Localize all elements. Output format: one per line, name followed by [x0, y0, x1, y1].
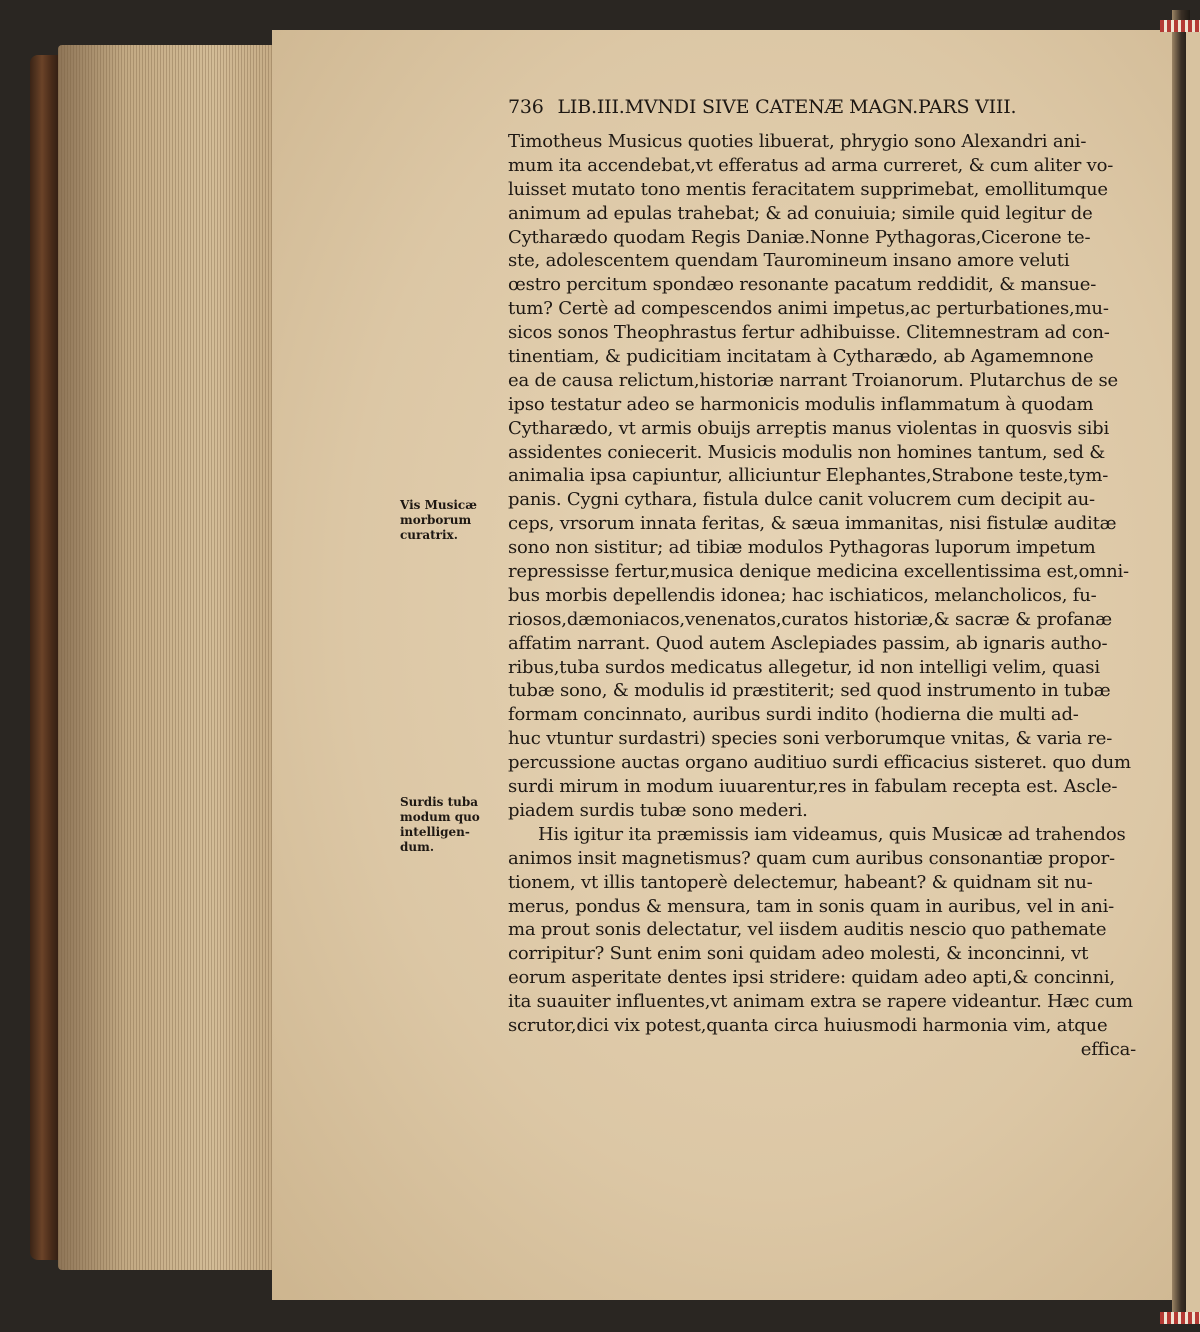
text-line: Cytharædo, vt armis obuijs arreptis manus violentas in quosvis sibi: [508, 417, 1110, 439]
text-line: œstro percitum spondæo resonante pacatum reddidit, & mansue-: [508, 274, 1097, 296]
text-line: bus morbis depellendis idonea; hac ischiaticos, melancholicos, fu-: [508, 584, 1097, 606]
text-line: ceps, vrsorum innata feritas, & sæua immanitas, nisi fistulæ auditæ: [508, 513, 1117, 535]
page-edges: [58, 45, 278, 1270]
margin-note-line: dum.: [400, 840, 434, 854]
text-line: sono non sistitur; ad tibiæ modulos Pythagoras luporum impetum: [508, 537, 1096, 559]
text-line: ea de causa relictum,historiæ narrant Troianorum. Plutarchus de se: [508, 369, 1118, 391]
text-line: animos insit magnetismus? quam cum auribus consonantiæ propor-: [508, 847, 1115, 869]
text-line: animum ad epulas trahebat; & ad conuiuia; simile quid legitur de: [508, 202, 1093, 224]
facing-page-edge: [1186, 25, 1200, 1315]
text-line: piadem surdis tubæ sono mederi.: [508, 799, 808, 821]
text-line: scrutor,dici vix potest,quanta circa huiusmodi harmonia vim, atque: [508, 1014, 1108, 1036]
text-line: tionem, vt illis tantoperè delectemur, habeant? & quidnam sit nu-: [508, 871, 1093, 893]
text-line: ita suauiter influentes,vt animam extra se rapere videantur. Hæc cum: [508, 991, 1133, 1013]
catchword: effica-: [1080, 1038, 1136, 1060]
book-spine: [30, 55, 60, 1260]
text-line: percussione auctas organo auditiuo surdi efficacius sisteret. quo dum: [508, 752, 1131, 774]
text-line: riosos,dæmoniacos,venenatos,curatos historiæ,& sacræ & profanæ: [508, 608, 1112, 630]
text-line: repressisse fertur,musica denique medicina excellentissima est,omni-: [508, 561, 1129, 583]
margin-note-trumpet-deaf: [400, 795, 505, 855]
margin-note-line: curatrix.: [400, 528, 458, 542]
margin-note-line: Vis Musicæ: [400, 498, 477, 512]
text-line: huc vtuntur surdastri) species soni verborumque vnitas, & varia re-: [508, 728, 1113, 750]
text-line: sicos sonos Theophrastus fertur adhibuisse. Clitemnestram ad con-: [508, 322, 1110, 344]
text-line: ma prout sonis delectatur, vel iisdem auditis nescio quo pathemate: [508, 919, 1107, 941]
text-line: mum ita accendebat,vt efferatus ad arma curreret, & cum aliter vo-: [508, 154, 1114, 176]
margin-note-line: intelligen-: [400, 825, 470, 839]
body-text: [508, 130, 1136, 1062]
running-title: LIB.III.MVNDI SIVE CATENÆ MAGN.PARS VIII.: [557, 96, 1017, 118]
text-line: tum? Certè ad compescendos animi impetus,ac perturbationes,mu-: [508, 298, 1109, 320]
margin-note-music-cures: [400, 498, 505, 543]
text-line: ipso testatur adeo se harmonicis modulis inflammatum à quodam: [508, 393, 1094, 415]
text-line: affatim narrant. Quod autem Asclepiades passim, ab ignaris autho-: [508, 632, 1108, 654]
text-line: assidentes coniecerit. Musicis modulis non homines tantum, sed &: [508, 441, 1106, 463]
text-line: tinentiam, & pudicitiam incitatam à Cytharædo, ab Agamemnone: [508, 346, 1094, 368]
margin-note-line: Surdis tuba: [400, 795, 479, 809]
page-number: 736: [508, 96, 544, 118]
text-line: Cytharædo quodam Regis Daniæ.Nonne Pythagoras,Cicerone te-: [508, 226, 1091, 248]
text-line: tubæ sono, & modulis id præstiterit; sed quod instrumento in tubæ: [508, 680, 1111, 702]
text-line-paragraph-start: His igitur ita præmissis iam videamus, quis Musicæ ad trahendos: [538, 823, 1126, 845]
margin-note-line: modum quo: [400, 810, 480, 824]
running-header: [508, 96, 1136, 130]
text-line: animalia ipsa capiuntur, alliciuntur Elephantes,Strabone teste,tym-: [508, 465, 1109, 487]
page-text: [508, 96, 1136, 1062]
text-line: Timotheus Musicus quoties libuerat, phrygio sono Alexandri ani-: [508, 131, 1087, 152]
headband-top: [1160, 20, 1200, 32]
text-line: ste, adolescentem quendam Tauromineum insano amore veluti: [508, 250, 1070, 272]
text-line: panis. Cygni cythara, fistula dulce canit volucrem cum decipit au-: [508, 489, 1095, 511]
text-line: luisset mutato tono mentis feracitatem supprimebat, emollitumque: [508, 178, 1108, 200]
margin-note-line: morborum: [400, 513, 472, 527]
text-line: surdi mirum in modum iuuarentur,res in fabulam recepta est. Ascle-: [508, 776, 1118, 798]
text-line: eorum asperitate dentes ipsi stridere: quidam adeo apti,& concinni,: [508, 967, 1115, 989]
text-line: corripitur? Sunt enim soni quidam adeo molesti, & inconcinni, vt: [508, 943, 1089, 965]
text-line: merus, pondus & mensura, tam in sonis quam in auribus, vel in ani-: [508, 895, 1115, 917]
headband-bottom: [1160, 1312, 1200, 1324]
text-line: ribus,tuba surdos medicatus allegetur, id non intelligi velim, quasi: [508, 656, 1100, 678]
text-line: formam concinnato, auribus surdi indito (hodierna die multi ad-: [508, 704, 1079, 726]
